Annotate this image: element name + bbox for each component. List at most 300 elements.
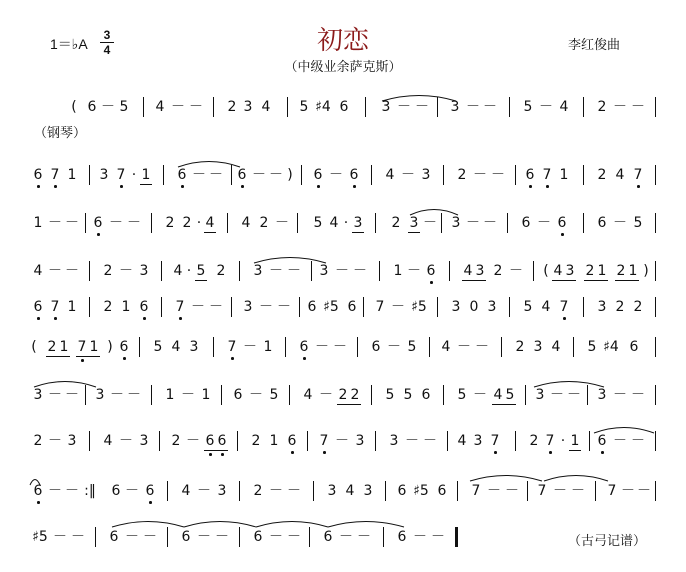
note: 5 bbox=[153, 339, 163, 355]
score-symbol: － bbox=[65, 263, 79, 279]
barline bbox=[363, 297, 364, 317]
eighth-underline bbox=[352, 232, 364, 233]
note: 3 bbox=[353, 215, 363, 231]
note: 2 bbox=[251, 433, 261, 449]
note: 6 bbox=[87, 99, 97, 115]
tie-arc bbox=[256, 520, 328, 528]
score-symbol: － bbox=[186, 433, 200, 449]
note: 1 bbox=[121, 299, 131, 315]
score-symbol: － bbox=[613, 433, 627, 449]
lower-octave-dot bbox=[97, 233, 100, 236]
note: 7 bbox=[77, 339, 87, 355]
barline bbox=[509, 297, 510, 317]
final-barline bbox=[455, 527, 458, 547]
note: 6 bbox=[109, 529, 119, 545]
score-symbol: · bbox=[131, 167, 137, 183]
note: 3 bbox=[355, 433, 365, 449]
barline bbox=[161, 297, 162, 317]
score-symbol: － bbox=[431, 529, 445, 545]
barline bbox=[151, 213, 152, 233]
note: 3 bbox=[95, 387, 105, 403]
barline bbox=[595, 481, 596, 501]
score-symbol: － bbox=[269, 263, 283, 279]
lower-octave-dot bbox=[303, 357, 306, 360]
tie-arc bbox=[534, 380, 604, 388]
barline bbox=[385, 481, 386, 501]
barline bbox=[231, 297, 232, 317]
score-row-2 bbox=[0, 166, 686, 190]
barline bbox=[429, 337, 430, 357]
lower-octave-dot bbox=[37, 501, 40, 504]
note: 4 bbox=[441, 339, 451, 355]
note: 5 bbox=[403, 387, 413, 403]
lower-octave-dot bbox=[241, 185, 244, 188]
song-subtitle: （中级业余萨克斯） bbox=[284, 59, 402, 74]
note: 7 bbox=[116, 167, 126, 183]
score-symbol: · bbox=[186, 263, 192, 279]
lower-octave-dot bbox=[81, 359, 84, 362]
barline bbox=[311, 261, 312, 281]
score-symbol: － bbox=[473, 387, 487, 403]
score-symbol: － bbox=[571, 483, 585, 499]
note: 6 bbox=[397, 529, 407, 545]
note: 4 bbox=[615, 167, 625, 183]
note: 3 bbox=[243, 299, 253, 315]
note: 3 bbox=[535, 387, 545, 403]
barline bbox=[161, 261, 162, 281]
note: 3 bbox=[421, 167, 431, 183]
note: ♯5 bbox=[323, 299, 339, 315]
note: 2 bbox=[47, 339, 57, 355]
barline bbox=[583, 165, 584, 185]
note: 3 bbox=[33, 387, 43, 403]
barline bbox=[371, 165, 372, 185]
note: 5 bbox=[523, 299, 533, 315]
lower-octave-dot bbox=[430, 281, 433, 284]
barline bbox=[95, 527, 96, 547]
note: 4 bbox=[385, 167, 395, 183]
lower-octave-dot bbox=[563, 317, 566, 320]
score-symbol: － bbox=[491, 167, 505, 183]
note: 3 bbox=[319, 263, 329, 279]
barline bbox=[159, 431, 160, 451]
note: 2 bbox=[633, 299, 643, 315]
note: ♯4 bbox=[315, 99, 331, 115]
score-symbol: － bbox=[277, 299, 291, 315]
note: 4 bbox=[103, 433, 113, 449]
eighth-underline bbox=[596, 280, 608, 281]
score-symbol: － bbox=[567, 387, 581, 403]
note: 2 bbox=[227, 99, 237, 115]
time-signature-top: 3 bbox=[103, 28, 111, 42]
note: 5 bbox=[119, 99, 129, 115]
score-symbol: － bbox=[197, 483, 211, 499]
tie-arc bbox=[30, 478, 40, 486]
note: 3 bbox=[189, 339, 199, 355]
score-symbol: － bbox=[189, 99, 203, 115]
note: 2 bbox=[391, 215, 401, 231]
barline bbox=[167, 481, 168, 501]
barline bbox=[285, 337, 286, 357]
note: 3 bbox=[327, 483, 337, 499]
barline bbox=[655, 261, 656, 281]
note: 5 bbox=[269, 387, 279, 403]
score-symbol: － bbox=[252, 167, 266, 183]
tie-arc bbox=[470, 474, 542, 482]
note: 5 bbox=[407, 339, 417, 355]
barline bbox=[85, 385, 86, 405]
score-symbol: － bbox=[423, 433, 437, 449]
score-symbol: － bbox=[483, 99, 497, 115]
score-symbol: － bbox=[125, 529, 139, 545]
tie-arc bbox=[254, 256, 326, 264]
lower-octave-dot bbox=[637, 185, 640, 188]
note: 4 bbox=[559, 99, 569, 115]
note: 3 bbox=[450, 99, 460, 115]
score-row-4 bbox=[0, 262, 686, 286]
tie-arc bbox=[34, 380, 96, 388]
note: 7 bbox=[375, 299, 385, 315]
note: 2 bbox=[529, 433, 539, 449]
note: 7 bbox=[490, 433, 500, 449]
score-symbol: － bbox=[259, 299, 273, 315]
note: 7 bbox=[227, 339, 237, 355]
score-symbol: － bbox=[487, 483, 501, 499]
note: 6 bbox=[33, 167, 43, 183]
barline bbox=[533, 261, 534, 281]
note: 6 bbox=[33, 483, 43, 499]
note: 6 bbox=[629, 339, 639, 355]
composer-credit: 李红俊曲 bbox=[568, 37, 621, 52]
note: 3 bbox=[381, 99, 391, 115]
note: 3 bbox=[139, 433, 149, 449]
note: 4 bbox=[261, 99, 271, 115]
note: 7 bbox=[537, 483, 547, 499]
score-symbol: － bbox=[269, 483, 283, 499]
note: 0 bbox=[469, 299, 479, 315]
score-symbol: － bbox=[287, 483, 301, 499]
eighth-underline bbox=[216, 450, 228, 451]
note: 7 bbox=[607, 483, 617, 499]
score-symbol: － bbox=[315, 339, 329, 355]
barline bbox=[527, 481, 528, 501]
note: 6 bbox=[371, 339, 381, 355]
note: 3 bbox=[243, 99, 253, 115]
eighth-underline bbox=[504, 404, 516, 405]
note: 7 bbox=[50, 299, 60, 315]
note: 5 bbox=[313, 215, 323, 231]
note: 6 bbox=[307, 299, 317, 315]
barline bbox=[573, 337, 574, 357]
note: 3 bbox=[451, 299, 461, 315]
score-symbol: － bbox=[197, 529, 211, 545]
note: 3 bbox=[473, 433, 483, 449]
lower-octave-dot bbox=[291, 451, 294, 454]
barline bbox=[213, 337, 214, 357]
barline bbox=[357, 337, 358, 357]
note: 3 bbox=[533, 339, 543, 355]
tie-arc bbox=[184, 520, 256, 528]
tie-arc bbox=[112, 520, 184, 528]
score-symbol: ) bbox=[643, 263, 649, 279]
score-symbol: － bbox=[127, 387, 141, 403]
barline bbox=[441, 213, 442, 233]
barline bbox=[227, 213, 228, 233]
barline bbox=[655, 165, 656, 185]
lower-octave-dot bbox=[546, 185, 549, 188]
note: 3 bbox=[217, 483, 227, 499]
eighth-underline bbox=[615, 280, 627, 281]
note: 4 bbox=[303, 387, 313, 403]
score-symbol: － bbox=[613, 387, 627, 403]
score-symbol: － bbox=[287, 263, 301, 279]
note: ♯5 bbox=[32, 529, 48, 545]
barline bbox=[375, 431, 376, 451]
score-symbol: ( bbox=[31, 339, 37, 355]
barline bbox=[457, 481, 458, 501]
score-symbol: － bbox=[109, 215, 123, 231]
note: 2 bbox=[616, 263, 626, 279]
note: 3 bbox=[139, 263, 149, 279]
barline bbox=[85, 213, 86, 233]
score-symbol: － bbox=[415, 99, 429, 115]
note: 6 bbox=[33, 299, 43, 315]
barline bbox=[297, 213, 298, 233]
note: 1 bbox=[570, 433, 580, 449]
score-symbol: － bbox=[391, 299, 405, 315]
score-symbol: － bbox=[423, 215, 437, 231]
note: 1 bbox=[393, 263, 403, 279]
barline bbox=[383, 527, 384, 547]
note: 2 bbox=[165, 215, 175, 231]
eighth-underline bbox=[584, 280, 596, 281]
eighth-underline bbox=[408, 232, 420, 233]
score-row-8 bbox=[0, 432, 686, 456]
barline bbox=[583, 213, 584, 233]
score-symbol: － bbox=[110, 387, 124, 403]
score-symbol: － bbox=[613, 215, 627, 231]
note: 3 bbox=[409, 215, 419, 231]
score-symbol: ( bbox=[71, 99, 77, 115]
score-symbol: － bbox=[631, 433, 645, 449]
key-signature: 1＝♭A bbox=[50, 36, 88, 52]
note: 5 bbox=[299, 99, 309, 115]
barline bbox=[213, 97, 214, 117]
barline bbox=[89, 431, 90, 451]
note: 2 bbox=[493, 263, 503, 279]
eighth-underline bbox=[349, 404, 361, 405]
lower-octave-dot bbox=[37, 185, 40, 188]
barline bbox=[443, 165, 444, 185]
score-symbol: ) bbox=[287, 167, 293, 183]
barline bbox=[139, 337, 140, 357]
score-symbol: － bbox=[65, 483, 79, 499]
note: 6 bbox=[181, 529, 191, 545]
score-row-7 bbox=[0, 386, 686, 410]
score-symbol: － bbox=[101, 99, 115, 115]
note: 2 bbox=[182, 215, 192, 231]
note: 7 bbox=[319, 433, 329, 449]
barline bbox=[587, 385, 588, 405]
note: 6 bbox=[145, 483, 155, 499]
note: 5 bbox=[196, 263, 206, 279]
note: 7 bbox=[50, 167, 60, 183]
note: 2 bbox=[103, 299, 113, 315]
note: 1 bbox=[628, 263, 638, 279]
score-symbol: － bbox=[397, 99, 411, 115]
note: 2 bbox=[253, 483, 263, 499]
note: 4 bbox=[181, 483, 191, 499]
note: 1 bbox=[89, 339, 99, 355]
barline bbox=[375, 213, 376, 233]
lower-octave-dot bbox=[143, 317, 146, 320]
note: 1 bbox=[67, 299, 77, 315]
barline bbox=[163, 165, 164, 185]
note: 2 bbox=[515, 339, 525, 355]
note: 5 bbox=[457, 387, 467, 403]
note: 6 bbox=[217, 433, 227, 449]
score-symbol: － bbox=[637, 483, 651, 499]
score-symbol: ) bbox=[107, 339, 113, 355]
note: 4 bbox=[457, 433, 467, 449]
note: 7 bbox=[471, 483, 481, 499]
score-row-3 bbox=[0, 214, 686, 238]
score-symbol: － bbox=[119, 263, 133, 279]
song-title: 初恋 bbox=[316, 26, 369, 56]
note: 1 bbox=[263, 339, 273, 355]
barline bbox=[313, 481, 314, 501]
note: 2 bbox=[350, 387, 360, 403]
eighth-underline bbox=[337, 404, 349, 405]
lower-octave-dot bbox=[353, 185, 356, 188]
barline bbox=[167, 527, 168, 547]
note: 4 bbox=[551, 339, 561, 355]
note: 6 bbox=[323, 529, 333, 545]
note: 6 bbox=[597, 215, 607, 231]
note: 6 bbox=[313, 167, 323, 183]
score-symbol: · bbox=[560, 433, 566, 449]
note: 2 bbox=[33, 433, 43, 449]
note: 4 bbox=[173, 263, 183, 279]
tie-arc bbox=[328, 520, 404, 528]
barline bbox=[655, 97, 656, 117]
note: 4 bbox=[241, 215, 251, 231]
eighth-underline bbox=[462, 280, 474, 281]
eighth-underline bbox=[195, 280, 207, 281]
note: 1 bbox=[165, 387, 175, 403]
note: 6 bbox=[299, 339, 309, 355]
note: 6 bbox=[525, 167, 535, 183]
eighth-underline bbox=[552, 280, 564, 281]
barline bbox=[365, 97, 366, 117]
note: 4 bbox=[553, 263, 563, 279]
barline bbox=[447, 431, 448, 451]
note: 1 bbox=[597, 263, 607, 279]
lower-octave-dot bbox=[549, 451, 552, 454]
barline bbox=[89, 165, 90, 185]
lower-octave-dot bbox=[494, 451, 497, 454]
score-symbol: － bbox=[171, 99, 185, 115]
lower-octave-dot bbox=[181, 185, 184, 188]
note: 6 bbox=[119, 339, 129, 355]
lower-octave-dot bbox=[231, 357, 234, 360]
barline bbox=[507, 213, 508, 233]
lower-octave-dot bbox=[221, 453, 224, 456]
score-symbol: － bbox=[466, 215, 480, 231]
score-symbol: － bbox=[353, 263, 367, 279]
score-symbol: · bbox=[196, 215, 202, 231]
score-symbol: － bbox=[191, 299, 205, 315]
score-symbol: － bbox=[65, 215, 79, 231]
score-symbol: － bbox=[335, 263, 349, 279]
score-symbol: － bbox=[71, 529, 85, 545]
note: 5 bbox=[505, 387, 515, 403]
note: 1 bbox=[33, 215, 43, 231]
note: 7 bbox=[545, 433, 555, 449]
score-symbol: － bbox=[473, 167, 487, 183]
barline bbox=[143, 97, 144, 117]
score-symbol: － bbox=[48, 263, 62, 279]
score-symbol: － bbox=[401, 167, 415, 183]
lower-octave-dot bbox=[179, 317, 182, 320]
score-symbol: － bbox=[269, 167, 283, 183]
lower-octave-dot bbox=[323, 451, 326, 454]
note: 3 bbox=[597, 299, 607, 315]
barline bbox=[239, 527, 240, 547]
barline bbox=[655, 481, 656, 501]
lower-octave-dot bbox=[54, 317, 57, 320]
barline bbox=[221, 385, 222, 405]
barline bbox=[237, 431, 238, 451]
score-symbol: － bbox=[275, 215, 289, 231]
score-symbol: － bbox=[53, 529, 67, 545]
score-symbol: － bbox=[65, 387, 79, 403]
note: 6 bbox=[237, 167, 247, 183]
score-symbol: － bbox=[631, 387, 645, 403]
note: 1 bbox=[59, 339, 69, 355]
barline bbox=[655, 213, 656, 233]
score-row-10 bbox=[0, 528, 686, 552]
note: 6 bbox=[421, 387, 431, 403]
note: 6 bbox=[347, 299, 357, 315]
score-symbol: － bbox=[631, 99, 645, 115]
note: 5 bbox=[523, 99, 533, 115]
score-symbol: － bbox=[357, 529, 371, 545]
note: 3 bbox=[389, 433, 399, 449]
score-symbol: ( bbox=[543, 263, 549, 279]
score-symbol: － bbox=[509, 263, 523, 279]
score-symbol: － bbox=[505, 483, 519, 499]
eighth-underline bbox=[76, 356, 88, 357]
score-row-9 bbox=[0, 482, 686, 506]
barline bbox=[299, 297, 300, 317]
barline bbox=[509, 97, 510, 117]
note: 4 bbox=[345, 483, 355, 499]
barline bbox=[289, 385, 290, 405]
eighth-underline bbox=[46, 356, 58, 357]
note: 2 bbox=[615, 299, 625, 315]
barline bbox=[525, 385, 526, 405]
score-symbol: － bbox=[192, 167, 206, 183]
note: 5 bbox=[385, 387, 395, 403]
barline bbox=[589, 431, 590, 451]
note: 6 bbox=[177, 167, 187, 183]
tie-arc bbox=[410, 208, 458, 216]
note: 6 bbox=[426, 263, 436, 279]
note: 4 bbox=[329, 215, 339, 231]
barline bbox=[583, 97, 584, 117]
score-symbol: － bbox=[537, 215, 551, 231]
